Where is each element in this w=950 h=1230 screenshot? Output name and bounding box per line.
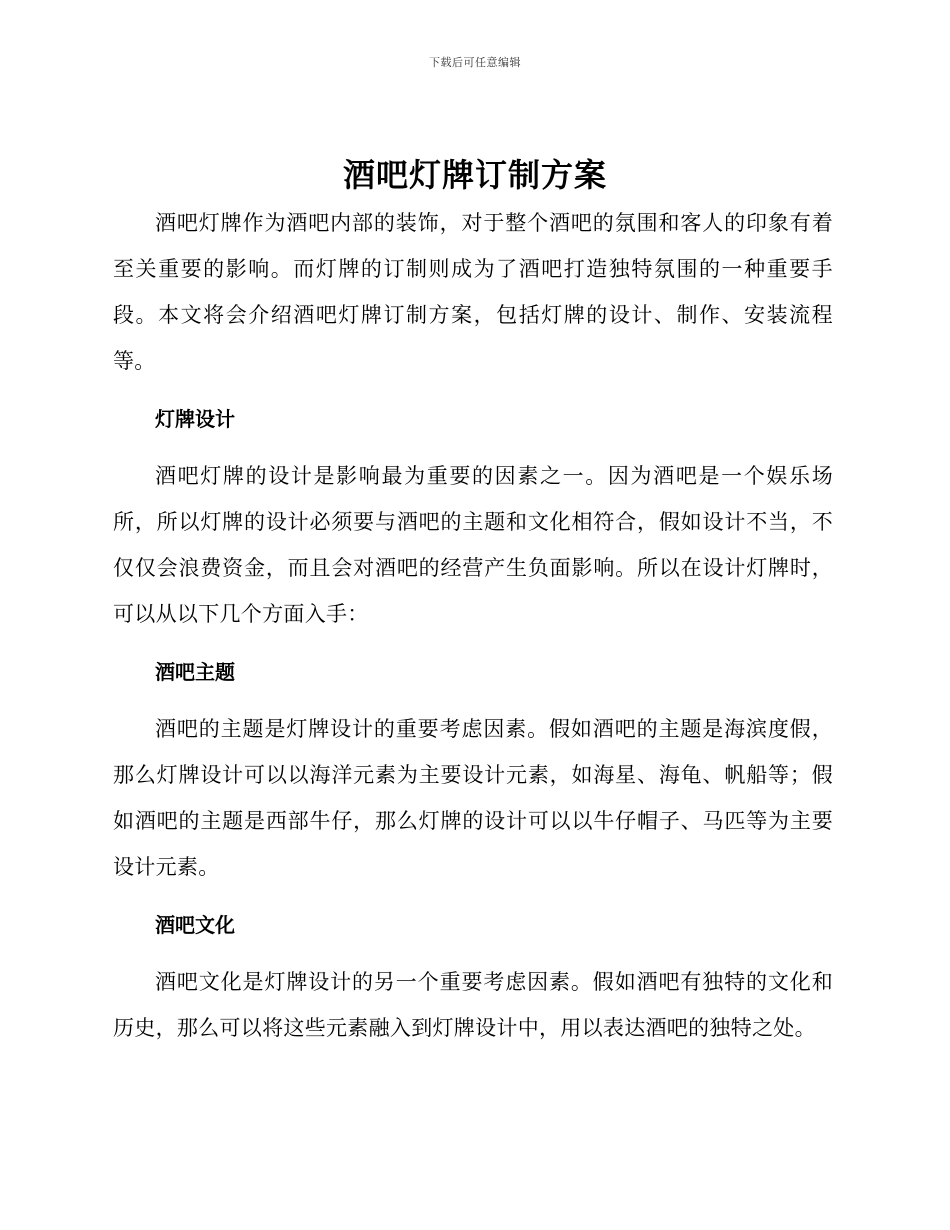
section-paragraph-design: 酒吧灯牌的设计是影响最为重要的因素之一。因为酒吧是一个娱乐场所，所以灯牌的设计必须要与酒吧的主题和文化相符合，假如设计不当，不仅仅会浪费资金，而且会对酒吧的经营产生负面影响。所以在设计灯牌时，可以从以下几个方面入手： (113, 464, 833, 626)
section-heading-design: 灯牌设计 (155, 407, 235, 431)
section-heading-culture: 酒吧文化 (155, 913, 235, 937)
intro-paragraph: 酒吧灯牌作为酒吧内部的装饰，对于整个酒吧的氛围和客人的印象有着至关重要的影响。而灯牌的订制则成为了酒吧打造独特氛围的一种重要手段。本文将会介绍酒吧灯牌订制方案，包括灯牌的设计、制作、安装流程等。 (113, 211, 833, 373)
header-note: 下载后可任意编辑 (429, 56, 521, 69)
document-body (113, 200, 833, 1051)
section-paragraph-theme: 酒吧的主题是灯牌设计的重要考虑因素。假如酒吧的主题是海滨度假，那么灯牌设计可以以海洋元素为主要设计元素，如海星、海龟、帆船等；假如酒吧的主题是西部牛仔，那么灯牌的设计可以以牛仔帽子、马匹等为主要设计元素。 (113, 717, 833, 879)
section-paragraph-culture: 酒吧文化是灯牌设计的另一个重要考虑因素。假如酒吧有独特的文化和历史，那么可以将这些元素融入到灯牌设计中，用以表达酒吧的独特之处。 (113, 970, 833, 1040)
document-title: 酒吧灯牌订制方案 (342, 156, 607, 194)
section-heading-theme: 酒吧主题 (155, 660, 235, 684)
